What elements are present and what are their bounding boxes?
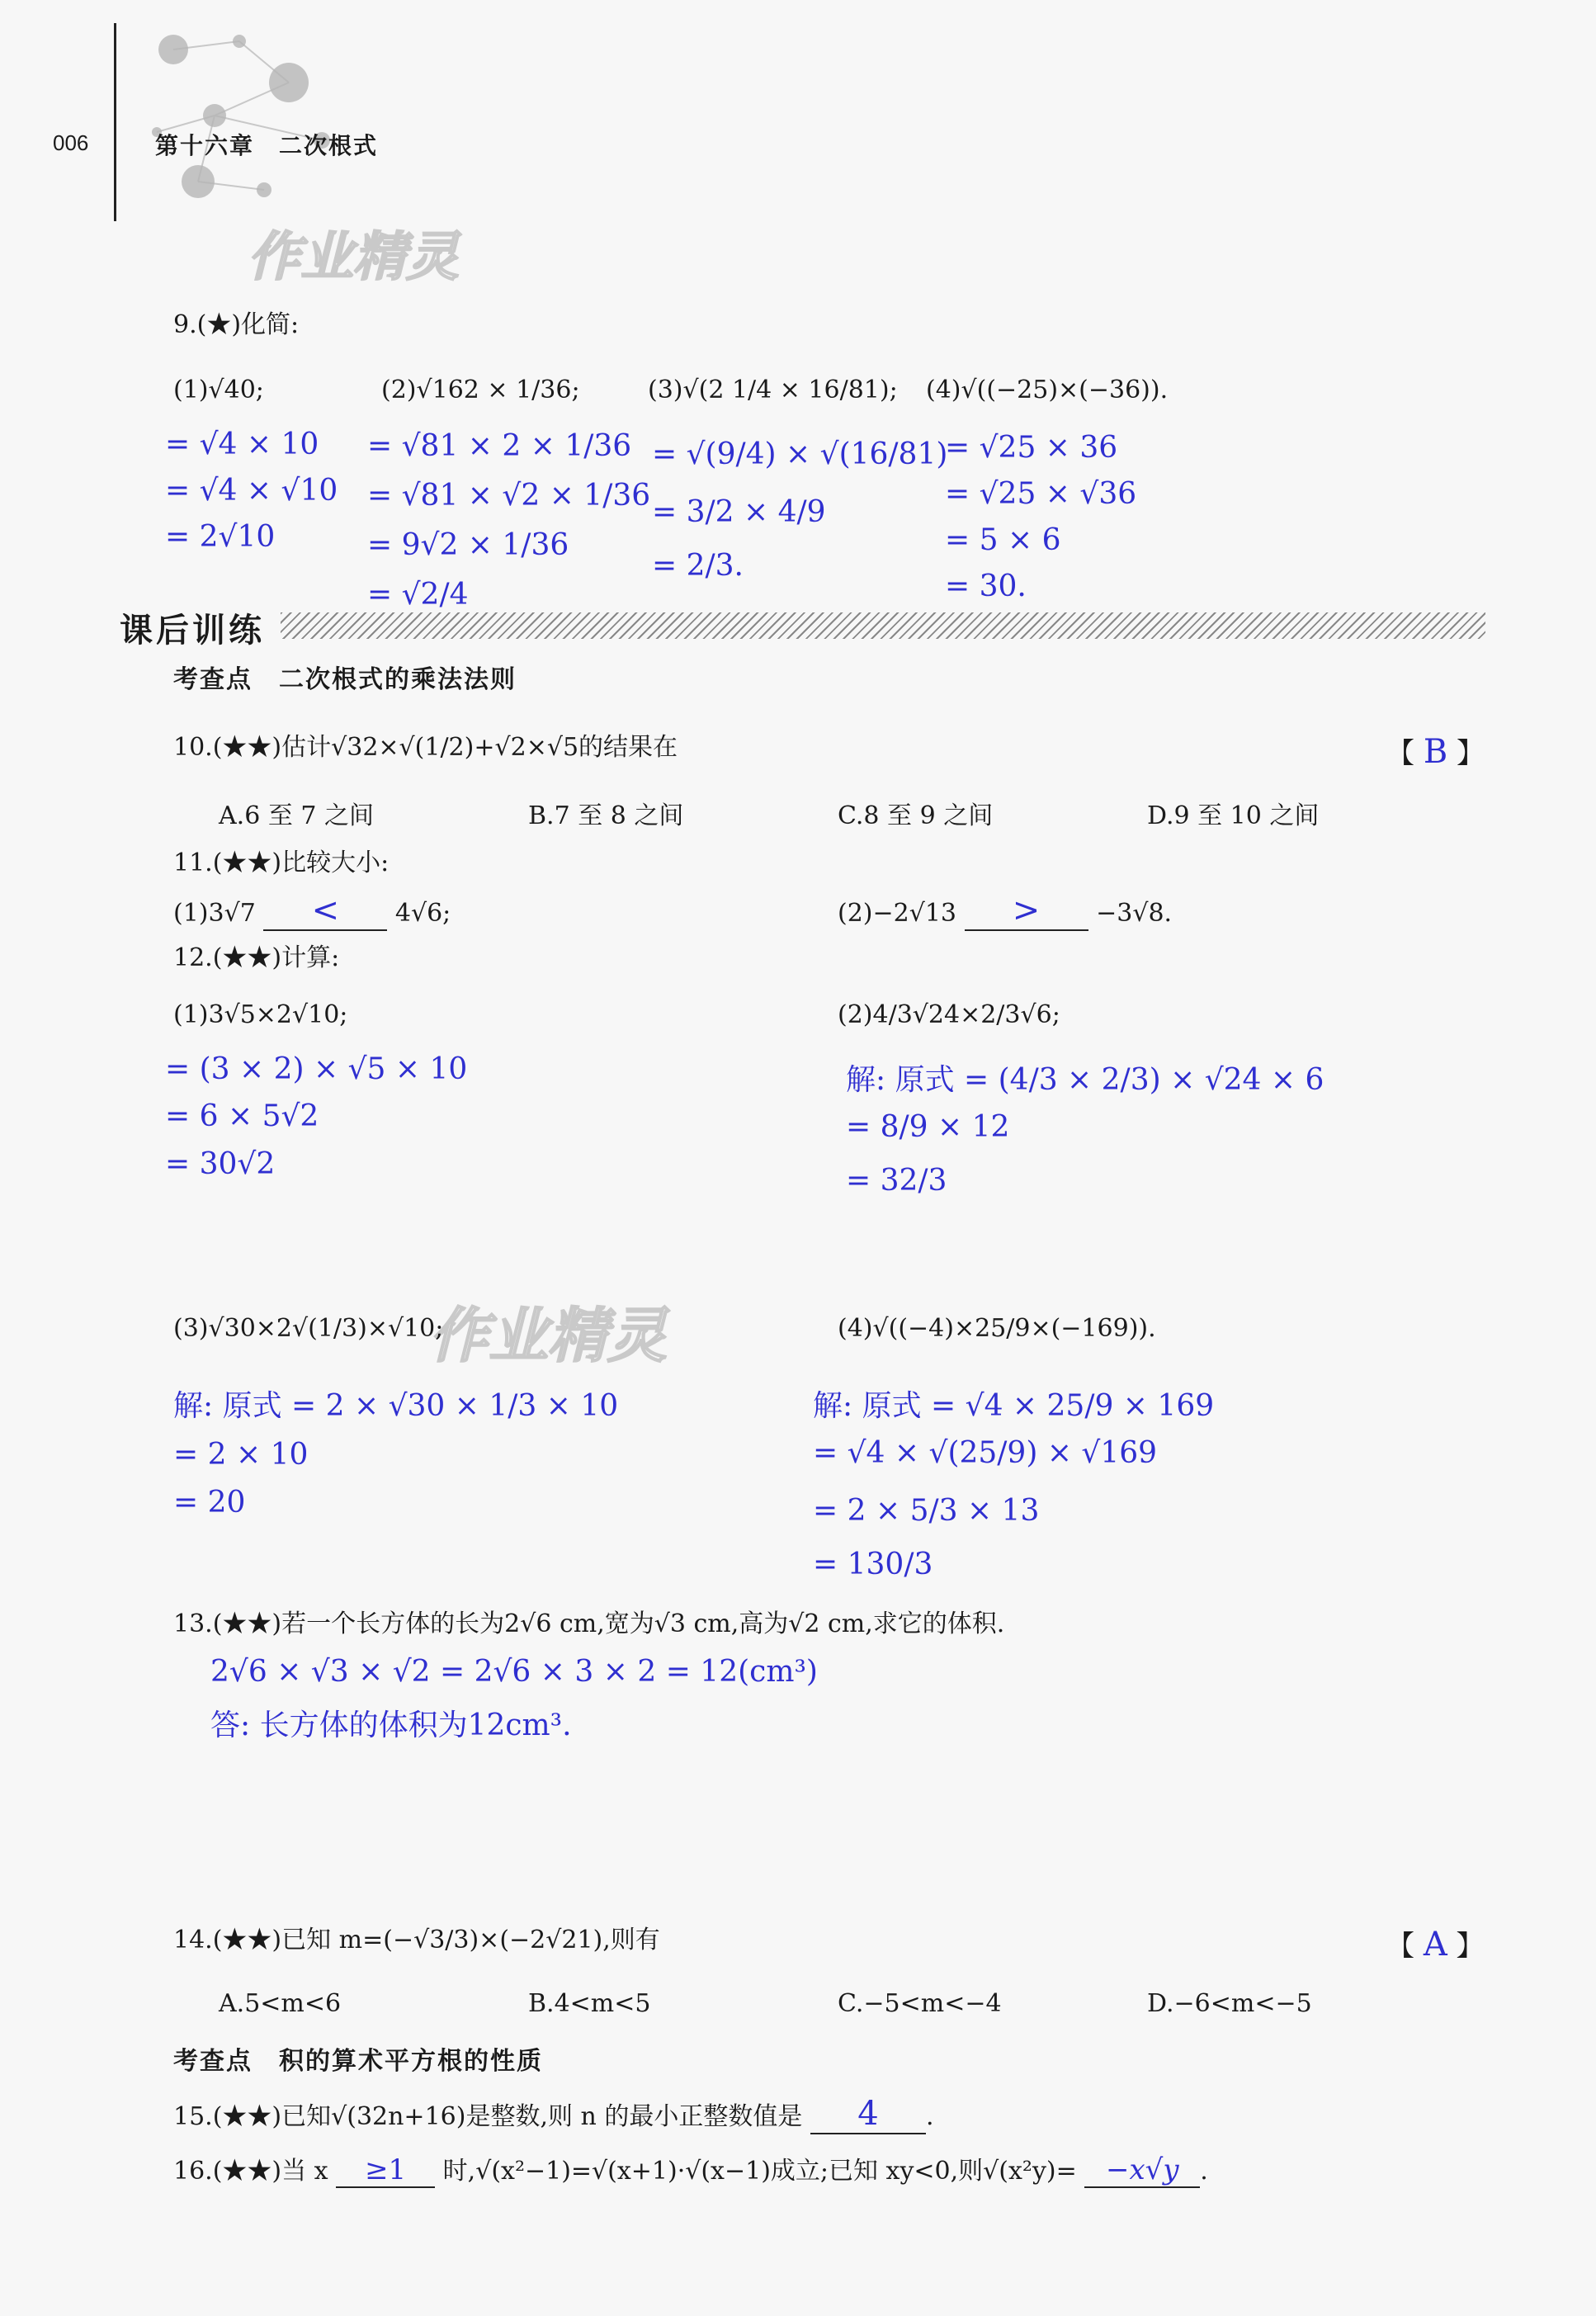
q9-1-step: = √4 × √10 (165, 474, 338, 508)
q9-3-step: = √(9/4) × √(16/81) (652, 437, 948, 471)
q16-end: . (1200, 2157, 1208, 2186)
q11-2-left: (2)−2√13 (838, 899, 957, 928)
q16-blank-2 (1084, 2153, 1200, 2188)
q10-option: B.7 至 8 之间 (528, 801, 684, 830)
q12-3-step: = 20 (173, 1486, 246, 1520)
q9-2-step: = √81 × 2 × 1/36 (367, 429, 632, 463)
q12-3-step: 解: 原式 = 2 × √30 × 1/3 × 10 (173, 1389, 619, 1423)
q11-2-right: −3√8. (1096, 899, 1173, 928)
q14-answer-bracket: 【 A 】 (1386, 1926, 1485, 1964)
page-number: 006 (53, 130, 89, 155)
q10-answer-bracket: 【 B 】 (1386, 733, 1485, 771)
q11-part2 (838, 891, 1172, 931)
q10-answer: B (1423, 733, 1448, 771)
section-title: 课后训练 (120, 612, 265, 650)
q9-4-label: (4)√((−25)×(−36)). (926, 376, 1169, 404)
q9-2-step: = 9√2 × 1/36 (367, 528, 569, 562)
q16-answer-2: −x√y (1106, 2153, 1179, 2186)
q9-2-label: (2)√162 × 1/36; (381, 376, 580, 404)
q14-answer: A (1423, 1926, 1447, 1964)
q11-1-answer: < (311, 891, 340, 929)
q10-stem: 10.(★★)估计√32×√(1/2)+√2×√5的结果在 (173, 733, 678, 762)
q9-1-label: (1)√40; (173, 376, 264, 404)
q11-2-blank (965, 891, 1088, 931)
section-hatch (281, 612, 1485, 639)
q10-option: A.6 至 7 之间 (219, 801, 374, 830)
topic-heading: 考查点 积的算术平方根的性质 (173, 2047, 543, 2076)
q14-option: C.−5<m<−4 (838, 1989, 1002, 2018)
q9-2-step: = √2/4 (367, 578, 469, 612)
q12-3-label: (3)√30×2√(1/3)×√10; (173, 1314, 444, 1343)
q14-option: B.4<m<5 (528, 1989, 651, 2018)
q12-4-step: = √4 × √(25/9) × √169 (813, 1436, 1158, 1470)
q9-3-step: = 2/3. (652, 549, 744, 583)
chapter-title: 第十六章 二次根式 (155, 132, 379, 159)
q15-blank (810, 2095, 926, 2134)
q16 (173, 2150, 1208, 2188)
q12-1-step: = 30√2 (165, 1147, 276, 1181)
q14-stem: 14.(★★)已知 m=(−√3/3)×(−2√21),则有 (173, 1926, 660, 1954)
q11-stem: 11.(★★)比较大小: (173, 848, 390, 877)
q9-4-step: = 5 × 6 (945, 523, 1061, 557)
q13-work: 2√6 × √3 × √2 = 2√6 × 3 × 2 = 12(cm³) (210, 1655, 818, 1689)
watermark: 作业精灵 (248, 227, 459, 288)
q11-1-right: 4√6; (394, 899, 451, 928)
q12-1-step: = 6 × 5√2 (165, 1099, 319, 1133)
q12-3-step: = 2 × 10 (173, 1438, 309, 1472)
q15-end: . (925, 2102, 934, 2131)
q9-4-step: = √25 × √36 (945, 477, 1137, 511)
watermark: 作业精灵 (429, 1301, 668, 1370)
q10-option: C.8 至 9 之间 (838, 801, 994, 830)
q12-stem: 12.(★★)计算: (173, 943, 340, 972)
header-rule (114, 23, 116, 221)
q12-4-step: = 130/3 (813, 1548, 933, 1581)
q14-option: D.−6<m<−5 (1147, 1989, 1312, 2018)
q12-2-step: = 32/3 (846, 1164, 947, 1198)
q12-2-step: 解: 原式 = (4/3 × 2/3) × √24 × 6 (846, 1063, 1324, 1097)
q9-stem: 9.(★)化简: (173, 310, 300, 339)
q9-4-step: = 30. (945, 570, 1027, 603)
q9-2-step: = √81 × √2 × 1/36 (367, 479, 651, 513)
q16-stem-b: 时,√(x²−1)=√(x+1)·√(x−1)成立;已知 xy<0,则√(x²y)= (442, 2157, 1077, 2186)
q12-2-step: = 8/9 × 12 (846, 1110, 1010, 1144)
q16-stem-a: 16.(★★)当 x (173, 2157, 328, 2186)
q14-option: A.5<m<6 (219, 1989, 342, 2018)
q9-3-step: = 3/2 × 4/9 (652, 495, 826, 529)
q9-1-step: = 2√10 (165, 520, 276, 554)
q13-stem: 13.(★★)若一个长方体的长为2√6 cm,宽为√3 cm,高为√2 cm,求它的体积. (173, 1609, 1005, 1638)
q12-4-label: (4)√((−4)×25/9×(−169)). (838, 1314, 1156, 1343)
q11-1-left: (1)3√7 (173, 899, 256, 928)
topic-heading: 考查点 二次根式的乘法法则 (173, 665, 517, 694)
q10-option: D.9 至 10 之间 (1147, 801, 1320, 830)
q12-1-label: (1)3√5×2√10; (173, 1000, 348, 1029)
q12-4-step: 解: 原式 = √4 × 25/9 × 169 (813, 1389, 1215, 1423)
q12-1-step: = (3 × 2) × √5 × 10 (165, 1052, 468, 1086)
q9-3-label: (3)√(2 1/4 × 16/81); (648, 376, 898, 404)
q16-blank-1 (336, 2153, 435, 2188)
q12-4-step: = 2 × 5/3 × 13 (813, 1494, 1040, 1528)
q16-answer-1: ≥1 (365, 2153, 407, 2186)
q15-stem: 15.(★★)已知√(32n+16)是整数,则 n 的最小正整数值是 (173, 2102, 803, 2131)
q11-1-blank (263, 891, 387, 931)
q15-answer: 4 (857, 2095, 879, 2133)
q9-4-step: = √25 × 36 (945, 431, 1118, 465)
q9-1-step: = √4 × 10 (165, 428, 319, 461)
q11-part1 (173, 891, 451, 931)
q11-2-answer: > (1012, 891, 1041, 929)
q15 (173, 2095, 933, 2134)
q12-2-label: (2)4/3√24×2/3√6; (838, 1000, 1060, 1029)
q13-answer: 答: 长方体的体积为12cm³. (210, 1709, 572, 1742)
